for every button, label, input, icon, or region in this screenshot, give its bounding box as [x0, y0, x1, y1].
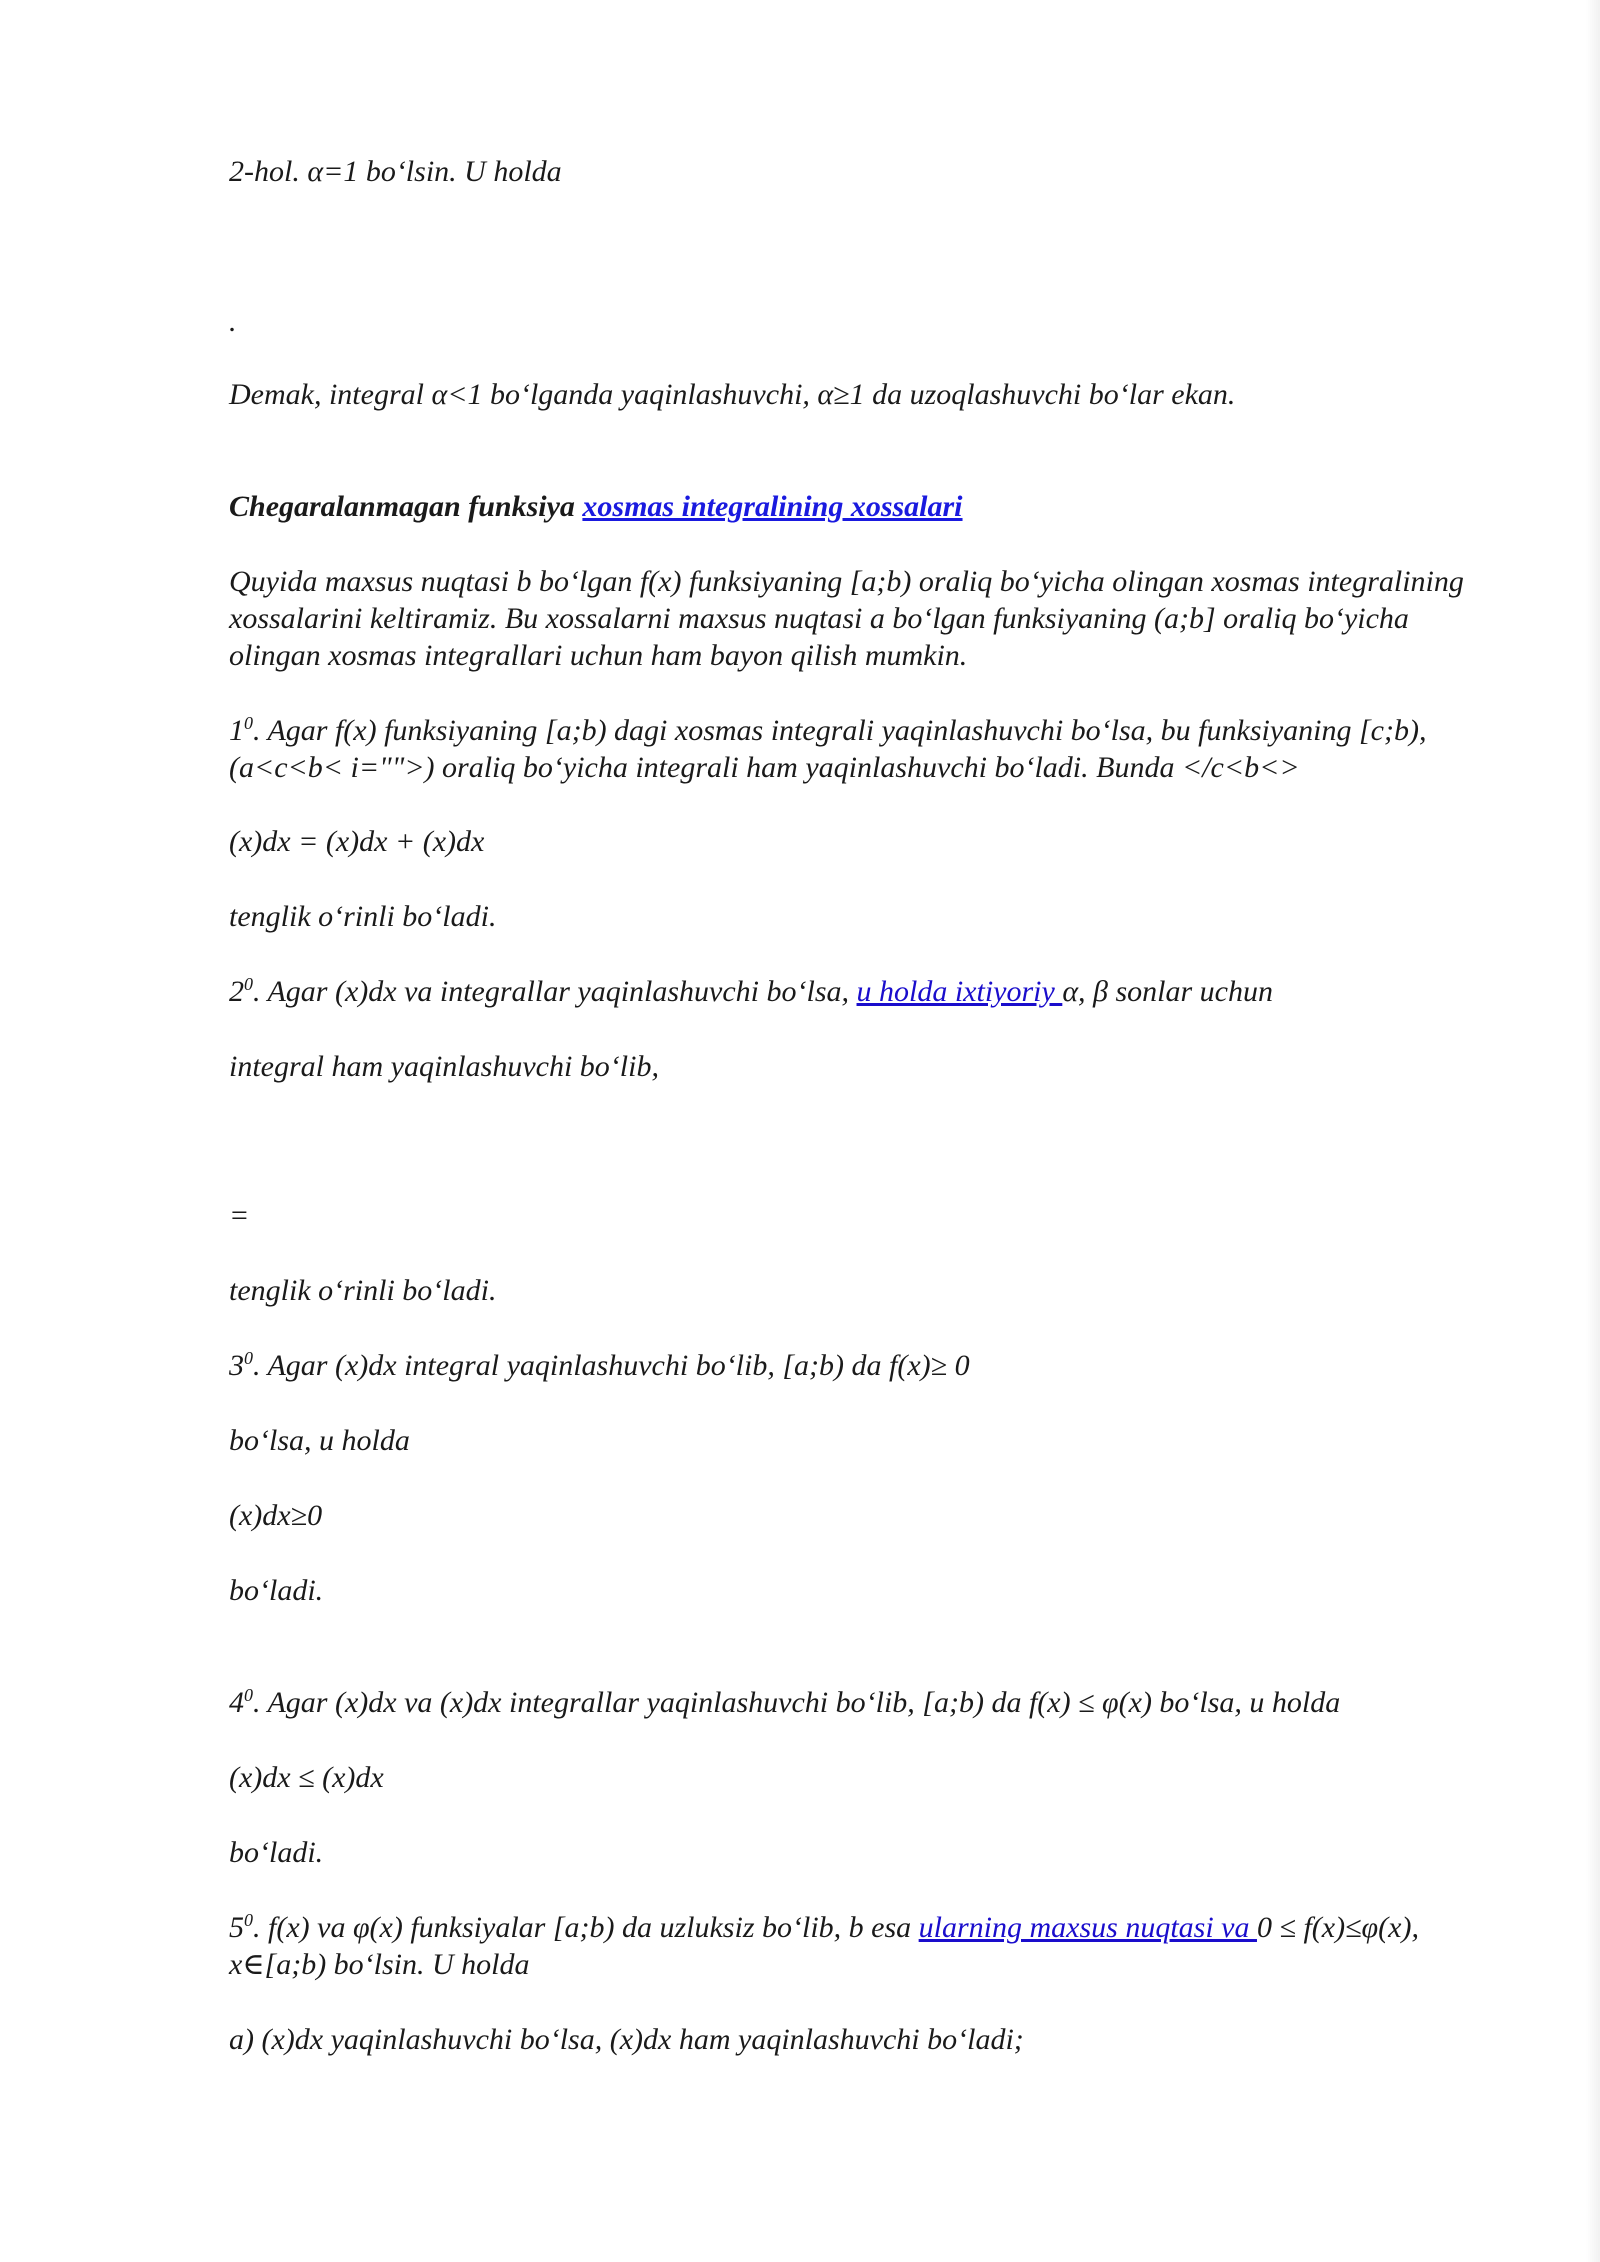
property-5-text: . f(x) va φ(x) funksiyalar [a;b) da uzluksiz bo‘lib, b esa — [253, 1911, 919, 1944]
property-1-number: 1 — [229, 714, 244, 747]
equation-4: (x)dx ≤ (x)dx — [229, 1761, 384, 1794]
property-2 — [229, 973, 1469, 1010]
property-2-after: α, β sonlar uchun — [1062, 975, 1274, 1008]
property-5-after: 0 ≤ f(x)≤φ(x), x∈[a;b) bo‘lsin. U holda — [229, 1911, 1419, 1981]
item-a-line: a) (x)dx yaqinlashuvchi bo‘lsa, (x)dx ham yaqinlashuvchi bo‘ladi; — [229, 2023, 1024, 2056]
property-1-text: . Agar f(x) funksiyaning [a;b) dagi xosmas integrali yaqinlashuvchi bo‘lsa, bu funksiyaning [c;b), (a<c<b< i="">) oraliq bo‘yicha integrali ham yaqinlashuvchi bo‘ladi. Bunda </c<b<> — [229, 714, 1427, 784]
heading-link[interactable]: xosmas integralining xossalari — [582, 490, 963, 523]
property-3-text: . Agar (x)dx integral yaqinlashuvchi bo‘lib, [a;b) da f(x)≥ 0 — [253, 1349, 970, 1382]
property-4-number: 4 — [229, 1686, 244, 1719]
tenglik-line-1: tenglik o‘rinli bo‘ladi. — [229, 900, 497, 933]
dot-line: . — [229, 305, 237, 338]
equation-3: (x)dx≥0 — [229, 1499, 323, 1532]
property-4-text: . Agar (x)dx va (x)dx integrallar yaqinlashuvchi bo‘lib, [a;b) da f(x) ≤ φ(x) bo‘lsa, u holda — [253, 1686, 1341, 1719]
property-4-superscript: 0 — [244, 1685, 253, 1705]
section-heading — [229, 488, 1469, 525]
property-3-number: 3 — [229, 1349, 244, 1382]
integral-line: integral ham yaqinlashuvchi bo‘lib, — [229, 1050, 659, 1083]
equation-1: (x)dx = (x)dx + (x)dx — [229, 825, 485, 858]
property-3-superscript: 0 — [244, 1348, 253, 1368]
case-2-line: 2-hol. α=1 bo‘lsin. U holda — [229, 155, 562, 188]
property-2-superscript: 0 — [244, 974, 253, 994]
property-2-link[interactable]: u holda ixtiyoriy — [856, 975, 1063, 1008]
property-5-superscript: 0 — [244, 1910, 253, 1930]
bolsa-line: bo‘lsa, u holda — [229, 1424, 410, 1457]
conclusion-line: Demak, integral α<1 bo‘lganda yaqinlashuvchi, α≥1 da uzoqlashuvchi bo‘lar ekan. — [229, 378, 1236, 411]
property-5-link[interactable]: ularning maxsus nuqtasi va — [918, 1911, 1257, 1944]
property-1 — [229, 712, 1469, 786]
property-4 — [229, 1684, 1469, 1721]
property-1-superscript: 0 — [244, 713, 253, 733]
boladi-line-1: bo‘ladi. — [229, 1574, 324, 1607]
property-5-number: 5 — [229, 1911, 244, 1944]
boladi-line-2: bo‘ladi. — [229, 1836, 324, 1869]
page-edge-shadow — [1586, 0, 1600, 2262]
property-5 — [229, 1909, 1469, 1983]
property-2-number: 2 — [229, 975, 244, 1008]
equation-2: = — [229, 1199, 250, 1232]
intro-paragraph: Quyida maxsus nuqtasi b bo‘lgan f(x) funksiyaning [a;b) oraliq bo‘yicha olingan xosmas integralining xossalarini keltiramiz. Bu xossalarni maxsus nuqtasi a bo‘lgan funksiyaning (a;b] oraliq bo‘yicha olingan xosmas integrallari uchun ham bayon qilish mumkin. — [229, 565, 1464, 672]
heading-text: Chegaralanmagan funksiya — [229, 490, 583, 523]
property-2-text: . Agar (x)dx va integrallar yaqinlashuvchi bo‘lsa, — [253, 975, 857, 1008]
tenglik-line-2: tenglik o‘rinli bo‘ladi. — [229, 1274, 497, 1307]
property-3 — [229, 1347, 1469, 1384]
